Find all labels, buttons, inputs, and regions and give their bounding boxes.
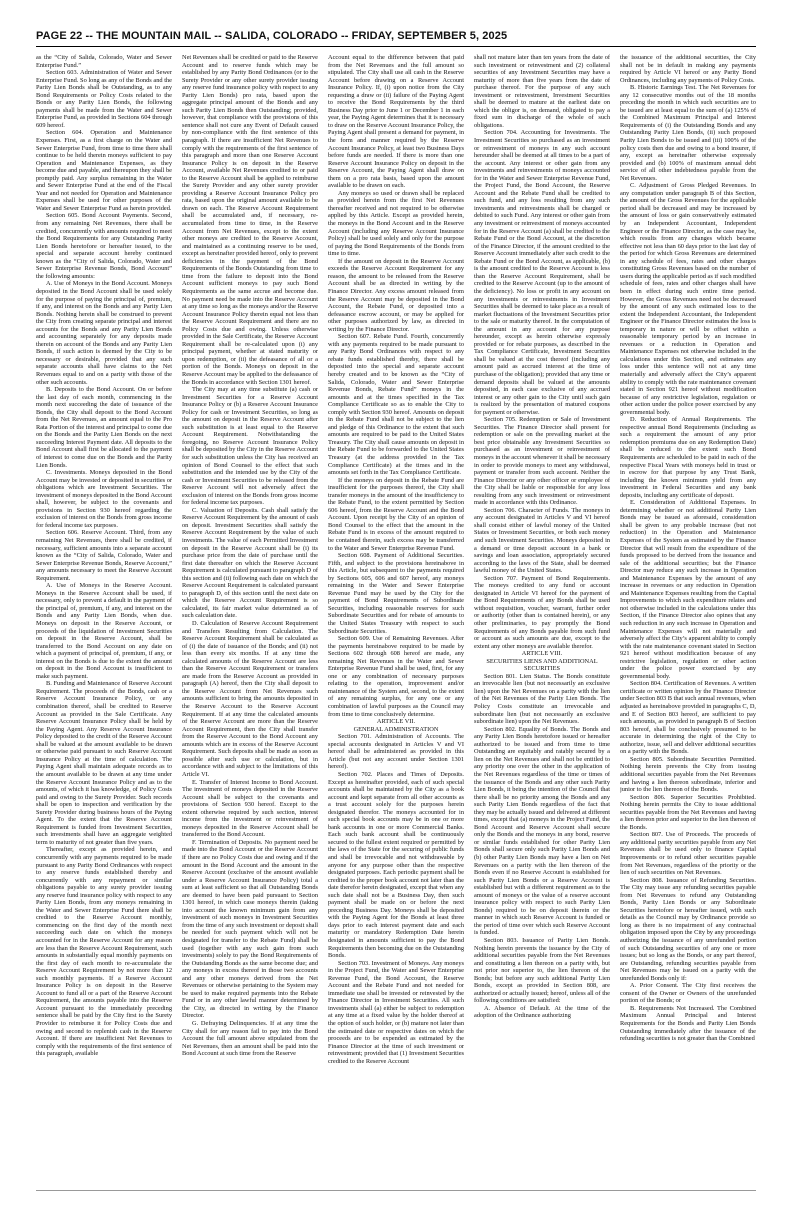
continued-paragraph: the issuance of the additional securities, the City shall not be in default in making any payments required by Article VI hereof or any Parity Bond Ordinances, including any payments of Policy Costs.	[620, 54, 756, 84]
column-1	[36, 54, 172, 1184]
section-paragraph: E. Consideration of Additional Expenses. In determining whether or not additional Parity Lien Bonds may be issued as aforesaid, consideration shall be given to any probable increase (but not reduction) in the Operation and Maintenance Expenses of the System as estimated by the Finance Director that will result from the expenditure of the funds proposed to be derived from the issuance and sale of the additional securities; but the Finance Director may reduce any such increase in Operation and Maintenance Expenses by the amount of any increase in revenues or any reduction in Operation and Maintenance Expenses resulting from the Capital Improvements to which such expenditure relates and not otherwise included in the calculations under this Section, if the Finance Director also opines that any such reduction in any such increase in Operation and Maintenance Expenses will not materially and adversely affect the City’s apparent ability to comply with the rate maintenance covenant stated in Section 921 hereof without modification because of any restrictive legislation, regulation or other action under the police power exercised by any governmental body.	[620, 499, 756, 680]
section-paragraph: Section 607. Rebate Fund. Fourth, concurrently with any payments required to be made pursuant to any Parity Bond Ordinances with respect to any rebate funds established thereby, there shall be deposited into the special and separate account hereby created and to be known as the “City of Salida, Colorado, Water and Sewer Enterprise Revenue Bonds, Rebate Fund” moneys in the amounts and at the times specified in the Tax Compliance Certificate so as to enable the City to comply with Section 930 hereof. Amounts on deposit in the Rebate Fund shall not be subject to the lien and pledge of this Ordinance to the extent that such amounts are required to be paid to the United States Treasury. The City shall cause amounts on deposit in the Rebate Fund to be forwarded to the United States Treasury (at the address provided in the Tax Compliance Certificate) at the times and in the amounts set forth in the Tax Compliance Certificate.	[328, 333, 464, 477]
section-paragraph: Section 808. Issuance of Refunding Securities. The City may issue any refunding securities payable from Net Revenues to refund any Outstanding Bonds, Parity Lien Bonds or any Subordinate Securities heretofore or hereafter issued, with such details as the Council may by Ordinance provide so long as there is no impairment of any contractual obligation imposed upon the City by any proceedings authorizing the issuance of any unrefunded portion of such Outstanding securities of any one or more issues; but so long as the Bonds, or any part thereof, are Outstanding, refunding securities payable from Net Revenues may be issued on a parity with the unrefunded Bonds only if:	[620, 876, 756, 982]
section-paragraph: Section 804. Certification of Revenues. A written certificate or written opinion by the Finance Director under Section 803 B that such annual revenues, when adjusted as hereinabove provided in paragraphs C, D, and E of Section 803 hereof, are sufficient to pay such amounts, as provided in paragraph B of Section 803 hereof, shall be conclusively presumed to be accurate in determining the right of the City to authorize, issue, sell and deliver additional securities on a parity with the Bonds.	[620, 680, 756, 756]
section-paragraph: Section 606. Reserve Account. Third, from any remaining Net Revenues, there shall be credited, if necessary, sufficient amounts into a separate account known as the “City of Salida, Colorado, Water and Sewer Enterprise Revenue Bonds, Reserve Account,” any amounts necessary to meet the Reserve Account Requirement.	[36, 529, 172, 582]
section-paragraph: D. Calculation of Reserve Account Requirement and Transfers Resulting from Calculation. The Reserve Account Requirement shall be calculated as of (i) the date of issuance of the Bonds; and (ii) not less than every six months. If at any time the calculated amounts of the Reserve Account are less than the Reserve Account Requirement or transfers are made from the Reserve Account as provided in paragraph (A) hereof, then the City shall deposit to the Reserve Account from Net Revenues such amounts sufficient to bring the amounts deposited in the Reserve Account to the Reserve Account Requirement. If at any time the calculated amounts of the Reserve Account are more than the Reserve Account Requirement, then the City shall transfer from the Reserve Account to the Bond Account any amounts which are in excess of the Reserve Account Requirement. Such deposits shall be made as soon as possible after such use or calculation, but in accordance with and subject to the limitations of this Article VI.	[182, 620, 318, 778]
section-paragraph: C. Investments. Moneys deposited in the Bond Account may be invested or deposited in securities or obligations which are Investment Securities. The investment of moneys deposited in the Bond Account shall, however, be subject to the covenants and provisions in Section 930 hereof regarding the exclusion of interest on the Bonds from gross income for federal income tax purposes.	[36, 469, 172, 529]
section-paragraph: C. Valuation of Deposits. Cash shall satisfy the Reserve Account Requirement by the amount of cash on deposit. Investment Securities shall satisfy the Reserve Account Requirement by the value of such investments. The value of each Permitted Investment on deposit in the Reserve Account shall be (i) its purchase price from the date of purchase until the first date thereafter on which the Reserve Account Requirement is calculated pursuant to paragraph D of this section and (ii) following each date on which the Reserve Account Requirement is calculated pursuant to paragraph D, of this section until the next date on which the Reserve Account Requirement is so calculated, its fair market value determined as of such calculation date.	[182, 506, 318, 620]
section-paragraph: B. Requirements Not Increased. The Combined Maximum Annual Principal and Interest Requirements for the Bonds and Parity Lien Bonds Outstanding immediately after the issuance of the refunding securities is not greater than the Combined	[620, 1004, 756, 1043]
section-paragraph: E. Transfer of Interest Income to Bond Account. The investment of moneys deposited in the Reserve Account shall be subject to the covenants and provisions of Section 930 hereof. Except to the extent otherwise required by such section, interest income from the investment or reinvestment of moneys deposited in the Reserve Account shall be transferred to the Bond Account.	[182, 778, 318, 839]
article-heading: SECURITIES LIENS AND ADDITIONAL SECURITIES	[486, 657, 598, 673]
section-paragraph: Section 702. Places and Times of Deposits. Except as hereinafter provided, each of such special accounts shall be maintained by the City as a book account and kept separate from all other accounts as a trust account solely for the purposes herein designated therefor. The moneys accounted for in such special book accounts may be in one or more bank accounts in one or more Commercial Banks. Each such bank account shall be continuously secured to the fullest extent required or permitted by the laws of the State for the securing of public funds and shall be irrevocable and not withdrawable by anyone for any purpose other than the respective designated purposes. Each periodic payment shall be credited to the proper book account not later than the date therefor herein designated, except that when any such date shall not be a Business Day, then such payment shall be made on or before the next preceding Business Day. Moneys shall be deposited with the Paying Agent for the Bonds at least three days prior to each interest payment date and each maturity or mandatory Redemption Date herein designated in amounts sufficient to pay the Bond Requirements then becoming due on the Outstanding Bonds.	[328, 770, 464, 960]
section-paragraph: Section 604. Operation and Maintenance Expenses. First, as a first charge on the Water and Sewer Enterprise Fund, from time to time there shall continue to be held therein moneys sufficient to pay Operation and Maintenance Expenses, as they become due and payable, and thereupon they shall be promptly paid. Any surplus remaining in the Water and Sewer Enterprise Fund at the end of the Fiscal Year and not needed for Operation and Maintenance Expenses shall be used for other purposes of the Water and Sewer Enterprise Fund as herein provided.	[36, 129, 172, 212]
section-paragraph: Section 703. Investment of Moneys. Any moneys in the Project Fund, the Water and Sewer Enterprise Revenue Fund, the Bond Account, the Reserve Account and the Rebate Fund and not needed for immediate use shall be invested or reinvested by the Finance Director in Investment Securities. All such investments shall (a) either be subject to redemption at any time at a fixed value by the holder thereof at the option of such holder, or (b) mature not later than the estimated date or respective dates on which the proceeds are to be expended as estimated by the Finance Director at the time of such investment or reinvestment; provided that (1) Investment Securities credited to the Reserve Account	[328, 959, 464, 1065]
section-paragraph: B. Historic Earnings Test. The Net Revenues for any 12 consecutive months out of the 18 months preceding the month in which such securities are to be issued are at least equal to the sum of (a) 125% of the Combined Maximum Principal and Interest Requirements of (i) the Outstanding Bonds and any Outstanding Parity Lien Bonds, (ii) such proposed Parity Lien Bonds to be issued and (iii) 100% of the policy costs then due and owing to a bond insurer, if any, except as hereinafter otherwise expressly provided and (b) 100% of maximum annual debt service of all other indebtedness payable from the Net Revenues.	[620, 84, 756, 182]
section-paragraph: A. Use of Moneys in the Reserve Account. Moneys in the Reserve Account shall be used, if necessary, only to prevent a default in the payment of the principal of, premium, if any, and interest on the Bonds and any Parity Lien Bonds, when due. Moneys on deposit in the Reserve Account, or proceeds of the liquidation of Investment Securities on deposit in the Reserve Account, shall be transferred to the Bond Account on any date on which a payment of principal of, premium, if any, or interest on the Bonds is due to the extent the amount on deposit in the Bond Account is insufficient to make such payment.	[36, 582, 172, 680]
section-paragraph: Section 806. Superior Securities Prohibited. Nothing herein permits the City to issue additional securities payable from the Net Revenues and having a lien thereon prior and superior to the lien thereon of the Bonds.	[620, 793, 756, 831]
section-paragraph: B. Funding and Maintenance of Reserve Account Requirement. The proceeds of the Bonds, cash or a Reserve Account Insurance Policy, or any combination thereof, shall be credited to Reserve Account as provided in the Sale Certificate. Any Reserve Account Insurance Policy shall be held by the Paying Agent. Any Reserve Account Insurance Policy deposited to the credit of the Reserve Account shall be valued at the amount available to be drawn or otherwise paid pursuant to such Reserve Account Insurance Policy at the time of calculation. The Paying Agent shall maintain adequate records as to the amount available to be drawn at any time under the Reserve Account Insurance Policy and as to the amounts, of which it has knowledge, of Policy Costs paid and owing to the Surety Provider. Such records shall be open to inspection and verification by the Surety Provider during business hours of the Paying Agent. To the extent that the Reserve Account Requirement is funded from Investment Securities, such investments shall have an aggregate weighted term to maturity of not greater than five years.	[36, 680, 172, 846]
section-paragraph: If the amount on deposit in the Reserve Account exceeds the Reserve Account Requirement for any reason, the amount to be released from the Reserve Account shall be as directed in writing by the Finance Director. Any excess amount released from the Reserve Account may be deposited in the Bond Account, the Rebate Fund, or deposited into a defeasance escrow account, or may be applied for other purposes authorized by law, as directed in writing by the Finance Director.	[328, 257, 464, 333]
continued-paragraph: as the “City of Salida, Colorado, Water and Sewer Enterprise Fund.”	[36, 54, 172, 69]
header-rule	[36, 46, 756, 47]
section-paragraph: Section 801. Lien Status. The Bonds constitute an irrevocable lien (but not necessarily an exclusive lien) upon the Net Revenues on a parity with the lien of the Net Revenues of the Parity Lien Bonds. The Policy Costs constitute an irrevocable and subordinate lien (but not necessarily an exclusive subordinate lien) upon the Net Revenues.	[474, 672, 610, 726]
footer-rule	[36, 1190, 756, 1191]
section-paragraph: F. Termination of Deposits. No payment need be made into the Bond Account or the Reserve Account if there are no Policy Costs due and owing and if the amount in the Bond Account and the amount in the Reserve Account (exclusive of the amount available under a Reserve Account Insurance Policy) total a sum at least sufficient so that all Outstanding Bonds are deemed to have been paid pursuant to Section 1301 hereof, in which case moneys therein (taking into account the known minimum gain from any investment of such moneys in Investment Securities from the time of any such investment or deposit shall be needed for such payment which will not be designated for transfer to the Rebate Fund) shall be used (together with any such gain from such investments) solely to pay the Bond Requirements of the Outstanding Bonds as the same become due; and any moneys in excess thereof in those two accounts and any other moneys derived from the Net Revenues or otherwise pertaining to the System may be used to make required payments into the Rebate Fund or in any other lawful manner determined by the City, as directed in writing by the Finance Director.	[182, 838, 318, 1020]
article-body	[36, 54, 756, 1184]
section-paragraph: Any moneys so used or drawn shall be replaced as provided herein from the first Net Revenues thereafter received and not required to be otherwise applied by this Article. Except as provided herein, the moneys in the Bond Account and in the Reserve Account (including any Reserve Account Insurance Policy) shall be used solely and only for the purpose of paying the Bond Requirements of the Bonds from time to time.	[328, 189, 464, 258]
column-4	[474, 54, 610, 1184]
section-paragraph: A. Prior Consent. The City first receives the consent of the Owner or Owners of the unrefunded portion of the Bonds; or	[620, 982, 756, 1005]
section-paragraph: A. Absence of Default. At the time of the adoption of the Ordinance authorizing	[474, 1004, 610, 1020]
article-heading: ARTICLE VIII.	[521, 650, 563, 658]
section-paragraph: Section 603. Administration of Water and Sewer Enterprise Fund. So long as any of the Bonds and the Parity Lien Bonds shall be Outstanding, as to any Bond Requirements or Policy Costs related to the Bonds or any Parity Lien Bonds, the following payments shall be made from the Water and Sewer Enterprise Fund, as provided in Sections 604 through 609 hereof.	[36, 69, 172, 129]
section-paragraph: Section 609. Use of Remaining Revenues. After the payments hereinabove required to be made by Sections 602 through 608 hereof are made, any remaining Net Revenues in the Water and Sewer Enterprise Revenue Fund shall be used, first, for any one or any combination of necessary purposes relating to the operation, improvement and/or maintenance of the System and, second, to the extent of any remaining surplus, for any one or any combination of lawful purposes as the Council may from time to time conclusively determine.	[328, 635, 464, 718]
section-paragraph: Section 704. Accounting for Investments. The Investment Securities so purchased as an investment or reinvestment of moneys in any such account hereunder shall be deemed at all times to be a part of the account. Any interest or other gain from any investments and reinvestments of moneys accounted for in the Water and Sewer Enterprise Revenue Fund, the Project Fund, the Bond Account, the Reserve Account and the Rebate Fund shall be credited to such fund, and any loss resulting from any such investments and reinvestments shall be charged or debited to such Fund. Any interest or other gain from any investment or reinvestment of moneys accounted for in the Reserve Account (a) shall be credited to the Rebate Fund or the Bond Account, at the discretion of the Finance Director, if the amount credited to the Reserve Account immediately after such credit to the Rebate Fund or the Bond Account, as applicable, (b) is the amount credited to the Reserve Account is less than the Reserve Account Requirement, shall be credited to the Reserve Account (up to the amount of the deficiency). No loss or profit in any account on any investments or reinvestments in Investment Securities shall be deemed to take place as a result of market fluctuations of the Investment Securities prior to the sale or maturity thereof. In the computation of the amount in any account for any purpose hereunder, except as herein otherwise expressly provided or for rebate purposes, as described in the Tax Compliance Certificate, Investment Securities shall be valued at the cost thereof (including any amount paid as accrued interest at the time of purchase of the obligation); provided that any time or demand deposits shall be valued at the amounts deposited, in each case exclusive of any accrued interest or any other gain to the City until such gain is realized by the presentation of matured coupons for payment or otherwise.	[474, 129, 610, 416]
continued-paragraph: Account equal to the difference between that paid from the Net Revenues and the full amount so stipulated. The City shall use all cash in the Reserve Account before drawing on a Reserve Account Insurance Policy. If, (i) upon notice from the City requesting a draw or (ii) failure of the Paying Agent to receive the Bond Requirements by the third Business Day prior to June 1 or December 1 in each year, the Paying Agent determines that it is necessary to draw on the Reserve Account Insurance Policy, the Paying Agent shall present a demand for payment, in the form and manner required by the Reserve Account Insurance Policy, at least two Business Days before funds are needed. If there is more than one Reserve Account Insurance Policy on deposit in the Reserve Account, the Paying Agent shall draw on them on a pro rata basis, based upon the amount available to be drawn on each.	[328, 54, 464, 190]
column-2	[182, 54, 318, 1184]
section-paragraph: C. Adjustment of Gross Pledged Revenues. In any computation under paragraph B of this Section, the amount of the Gross Revenues for the applicable period shall be decreased and may be increased by the amount of loss or gain conservatively estimated by an Independent Accountant, Independent Engineer or the Finance Director, as the case may be, which results from any changes which became effective not less than 60 days prior to the last day of the period for which Gross Revenues are determined in any schedule of fees, rates and other charges constituting Gross Revenues based on the number of users during the applicable period as if such modified schedule of fees, rates and other charges shall have been in effect during such entire time period. However, the Gross Revenues need not be decreased by the amount of any such estimated loss to the extent the Independent Accountant, the Independent Engineer or the Finance Director estimates the loss is temporary in nature or will be offset within a reasonable temporary period by an increase in revenues or a reduction in Operation and Maintenance Expenses not otherwise included in the calculations under this Section, and estimates any loss under this sentence will not at any time materially and adversely affect the City’s apparent ability to comply with the rate maintenance covenant stated in Section 921 hereof without modification because of any restrictive legislation, regulation or other action under the police power exercised by any governmental body.	[620, 182, 756, 416]
section-paragraph: Section 803. Issuance of Parity Lien Bonds. Nothing herein prevents the issuance by the City of additional securities payable from the Net Revenues and constituting a lien thereon on a parity with, but not prior nor superior to, the lien thereon of the Bonds; but before any such additional Parity Lien Bonds, except as provided in Section 808, are authorized or actually issued; hereof, unless all of the following conditions are satisfied:	[474, 936, 610, 1005]
section-paragraph: If the moneys on deposit in the Rebate Fund are insufficient for the purposes thereof, the City shall transfer moneys in the amount of the insufficiency to the Rebate Fund, to the extent permitted by Section 606 hereof, from the Reserve Account and the Bond Account. Upon receipt by the City of an opinion of Bond Counsel to the effect that the amount in the Rebate Fund is in excess of the amount required to be contained therein, such excess may be transferred to the Water and Sewer Enterprise Revenue Fund.	[328, 476, 464, 552]
section-paragraph: Section 605. Bond Account Payments. Second, from any remaining Net Revenues, there shall be credited, concurrently with amounts required to meet the Bond Requirements for any Outstanding Parity Lien Bonds heretofore or hereafter issued, to the special and separate account hereby continued known as the “City of Salida, Colorado, Water and Sewer Enterprise Revenue Bonds, Bond Account” the following amounts:	[36, 212, 172, 280]
section-paragraph: The City may at any time substitute (a) cash or Investment Securities for a Reserve Account Insurance Policy or (b) a Reserve Account Insurance Policy for cash or Investment Securities, so long as the amount on deposit in the Reserve Account after such substitution is at least equal to the Reserve Account Requirement. Notwithstanding the foregoing, no Reserve Account Insurance Policy shall be deposited by the City in the Reserve Account for such substitution unless the City has received an opinion of Bond Counsel to the effect that such substitution and the intended use by the City of the cash or Investment Securities to be released from the Reserve Account will not adversely affect the exclusion of interest on the Bonds from gross income for federal income tax purposes.	[182, 386, 318, 507]
article-heading: GENERAL ADMINISTRATION	[353, 725, 439, 733]
continued-paragraph: shall not mature later than ten years from the date of such investment or reinvestment and (2) collateral securities of any Investment Securities may have a maturity of more than five years from the date of purchase thereof. For the purpose of any such investment or reinvestment, Investment Securities shall be deemed to mature at the earliest date on which the obligor is, on demand, obligated to pay a fixed sum in discharge of the whole of such obligations.	[474, 54, 610, 129]
section-paragraph: Section 802. Equality of Bonds. The Bonds and any Parity Lien Bonds heretofore issued or hereafter authorized to be issued and from time to time Outstanding are equitably and ratably secured by a lien on the Net Revenues and shall not be entitled to any priority one over the other in the application of the Net Revenues regardless of the time or times of the issuance of the Bonds and any other such Parity Lien Bonds, it being the intention of the Council that there shall be no priority among the Bonds and any such Parity Lien Bonds regardless of the fact that they may be actually issued and delivered at different times, except that (a) moneys in the Project Fund, the Bond Account and Reserve Account shall secure only the Bonds and the moneys in any bond, reserve or similar funds established for other Parity Lien Bonds shall secure only such Parity Lien Bonds and (b) other Parity Lien Bonds may have a lien on Net Revenues on a parity with the lien thereon of the Bonds even if no Reserve Account is established for such Parity Lien Bonds or a Reserve Account is established but with a different requirement as to the amount of moneys or the value of a reserve account insurance policy with respect to such Parity Lien Bonds) required to be on deposit therein or the manner in which such Reserve Account is funded or the period of time over which such Reserve Account is funded.	[474, 725, 610, 937]
page-header: PAGE 22 -- THE MOUNTAIN MAIL -- SALIDA, COLORADO -- FRIDAY, SEPTEMBER 5, 2025	[36, 30, 508, 42]
section-paragraph: Section 807. Use of Proceeds. The proceeds of any additional parity securities payable from any Net Revenues shall be used only to finance Capital Improvements or to refund other securities payable from Net Revenues, regardless of the priority or the lien of such securities on Net Revenues.	[620, 831, 756, 877]
section-paragraph: Section 706. Character of Funds. The moneys in any account designated in Articles V and VI hereof shall consist either of lawful money of the United States or Investment Securities, or both such money and such Investment Securities. Moneys deposited in a demand or time deposit account in a bank or savings and loan association, appropriately secured according to the laws of the State, shall be deemed lawful money of the United States.	[474, 506, 610, 575]
section-paragraph: Section 707. Payment of Bond Requirements. The moneys credited to any fund or account designated in Article VI hereof for the payment of the Bond Requirements of any Bonds shall be used without requisition, voucher, warrant, further order or authority (other than is contained herein), or any other preliminaries, to pay promptly the Bond Requirements of any Bonds payable from such fund or account as such amounts are due, except to the extent any other moneys are available therefor.	[474, 574, 610, 650]
section-paragraph: A. Use of Moneys in the Bond Account. Moneys deposited in the Bond Account shall be used solely for the purpose of paying the principal of, premium, if any, and interest on the Bonds and any Parity Lien Bonds. Nothing herein shall be construed to prevent the City from creating separate principal and interest accounts for the Bonds and any Parity Lien Bonds and accounting separately for any deposits made therein on account of the Bonds and any Parity Lien Bonds, if such action is deemed by the City to be necessary or desirable, provided that any such separate accounts shall have claims to the Net Revenues equal to and on a parity with those of the other such accounts.	[36, 280, 172, 386]
continued-paragraph: Net Revenues shall be credited or paid to the Reserve Account and to reserve funds which may be established by any Parity Bond Ordinances (or to the Surety Provider or any other surety provider issuing any reserve fund insurance policy with respect to any Parity Lien Bonds) pro rata, based upon the aggregate principal amount of the Bonds and any such Parity Lien Bonds then Outstanding; provided, however, that compliance with the provisions of this sentence shall not cure any Event of Default caused by non-compliance with the first sentence of this paragraph. If there are insufficient Net Revenues to comply with the requirements of the first sentence of this paragraph and more than one Reserve Account Insurance Policy is on deposit in the Reserve Account, available Net Revenues credited to or paid to the Reserve Account shall be applied to reimburse the Surety Provider and any other surety provider providing a Reserve Account Insurance Policy pro rata, based upon the original amount available to be drawn on each. The Reserve Account Requirement shall be accumulated and, if necessary, re-accumulated from time to time, in the Reserve Account from Net Revenues, except to the extent other moneys are credited to the Reserve Account, and maintained as a continuing reserve to be used, except as hereinafter provided hereof, only to prevent deficiencies in the payment of the Bond Requirements of the Bonds Outstanding from time to time from the failure to deposit into the Bond Account sufficient moneys to pay such Bond Requirements as the same accrue and become due. No payment need be made into the Reserve Account at any time so long as the moneys and/or the Reserve Account Insurance Policy therein equal not less than the Reserve Account Requirement and there are no Policy Costs due and owing. Unless otherwise provided in the Sale Certificate, the Reserve Account Requirement shall be re-calculated upon (i) any principal payment, whether at stated maturity or upon redemption, or (ii) the defeasance of all or a portion of the Bonds. Moneys on deposit in the Reserve Account may be applied to the defeasance of the Bonds in accordance with Section 1301 hereof.	[182, 54, 318, 386]
section-paragraph: Section 701. Administration of Accounts. The special accounts designated in Articles V and VI hereof shall be administered as provided in this Article (but not any account under Section 1301 hereof).	[328, 733, 464, 771]
section-paragraph: Section 705. Redemption or Sale of Investment Securities. The Finance Director shall present for redemption or sale on the prevailing market at the best price obtainable any Investment Securities so purchased as an investment or reinvestment of moneys in the account whenever it shall be necessary in order to provide moneys to meet any withdrawal, payment or transfer from such account. Neither the Finance Director or any other officer or employee of the City shall be liable or responsible for any loss resulting from any such investment or reinvestment made in accordance with this Ordinance.	[474, 416, 610, 507]
article-heading: ARTICLE VII.	[376, 718, 416, 726]
column-5	[620, 54, 756, 1184]
column-3	[328, 54, 464, 1184]
section-paragraph: Section 805. Subordinate Securities Permitted. Nothing herein prevents the City from issuing additional securities payable from the Net Revenues and having a lien thereon subordinate, inferior and junior to the lien thereon of the Bonds.	[620, 755, 756, 794]
section-paragraph: D. Reduction of Annual Requirements. The respective annual Bond Requirements (including as such a requirement the amount of any prior redemption premiums due on any Redemption Date) shall be reduced to the extent such Bond Requirements are scheduled to be paid in each of the respective Fiscal Years with moneys held in trust or in escrow for that purpose by any Trust Bank, including the known minimum yield from any investment in Federal Securities and any bank deposits, including any certificate of deposit.	[620, 416, 756, 499]
section-paragraph: G. Defraying Delinquencies. If at any time the City shall for any reason fail to pay into the Bond Account the full amount above stipulated from the Net Revenues, then an amount shall be paid into the Bond Account at such time from the Reserve	[182, 1020, 318, 1058]
section-paragraph: Section 608. Payment of Additional Securities. Fifth, and subject to the provisions hereinabove in this Article, but subsequent to the payments required by Sections 605, 606 and 607 hereof, any moneys remaining in the Water and Sewer Enterprise Revenue Fund may be used by the City for the payment of Bond Requirements of Subordinate Securities, including reasonable reserves for such Subordinate Securities and for rebate of amounts to the United States Treasury with respect to such Subordinate Securities.	[328, 552, 464, 635]
section-paragraph: Thereafter, except as provided herein, and concurrently with any payments required to be made pursuant to any Parity Bond Ordinances with respect to any reserve funds established thereby and concurrently with any repayment or similar obligations payable to any surety provider issuing any reserve fund insurance policy with respect to any Parity Lien Bonds, from any moneys remaining in the Water and Sewer Enterprise Fund there shall be credited to the Reserve Account monthly, commencing on the first day of the month next succeeding each date on which the moneys accounted for in the Reserve Account for any reason are less than the Reserve Account Requirement, such amounts in substantially equal monthly payments on the first day of each month to re-accumulate the Reserve Account Requirement by not more than 12 such monthly payments. If a Reserve Account Insurance Policy is on deposit in the Reserve Account to fund all or a part of the Reserve Account Requirement, the amounts payable into the Reserve Account pursuant to the immediately preceding sentence shall be paid by the City first to the Surety Provider to reimburse it for Policy Costs due and owing and second to replenish cash in the Reserve Account. If there are insufficient Net Revenues to comply with the requirements of the first sentence of this paragraph, available	[36, 846, 172, 1058]
section-paragraph: B. Deposits to the Bond Account. On or before the last day of each month, commencing in the month next succeeding the date of issuance of the Bonds, the City shall deposit to the Bond Account from the Net Revenues, an amount equal to the Pro Rata Portion of the interest and principal to come due on the Bonds and the Parity Lien Bonds on the next succeeding Interest Payment date. All deposits to the Bond Account shall first be allocated to the payment of interest to come due on the Bonds and the Parity Lien Bonds.	[36, 386, 172, 469]
